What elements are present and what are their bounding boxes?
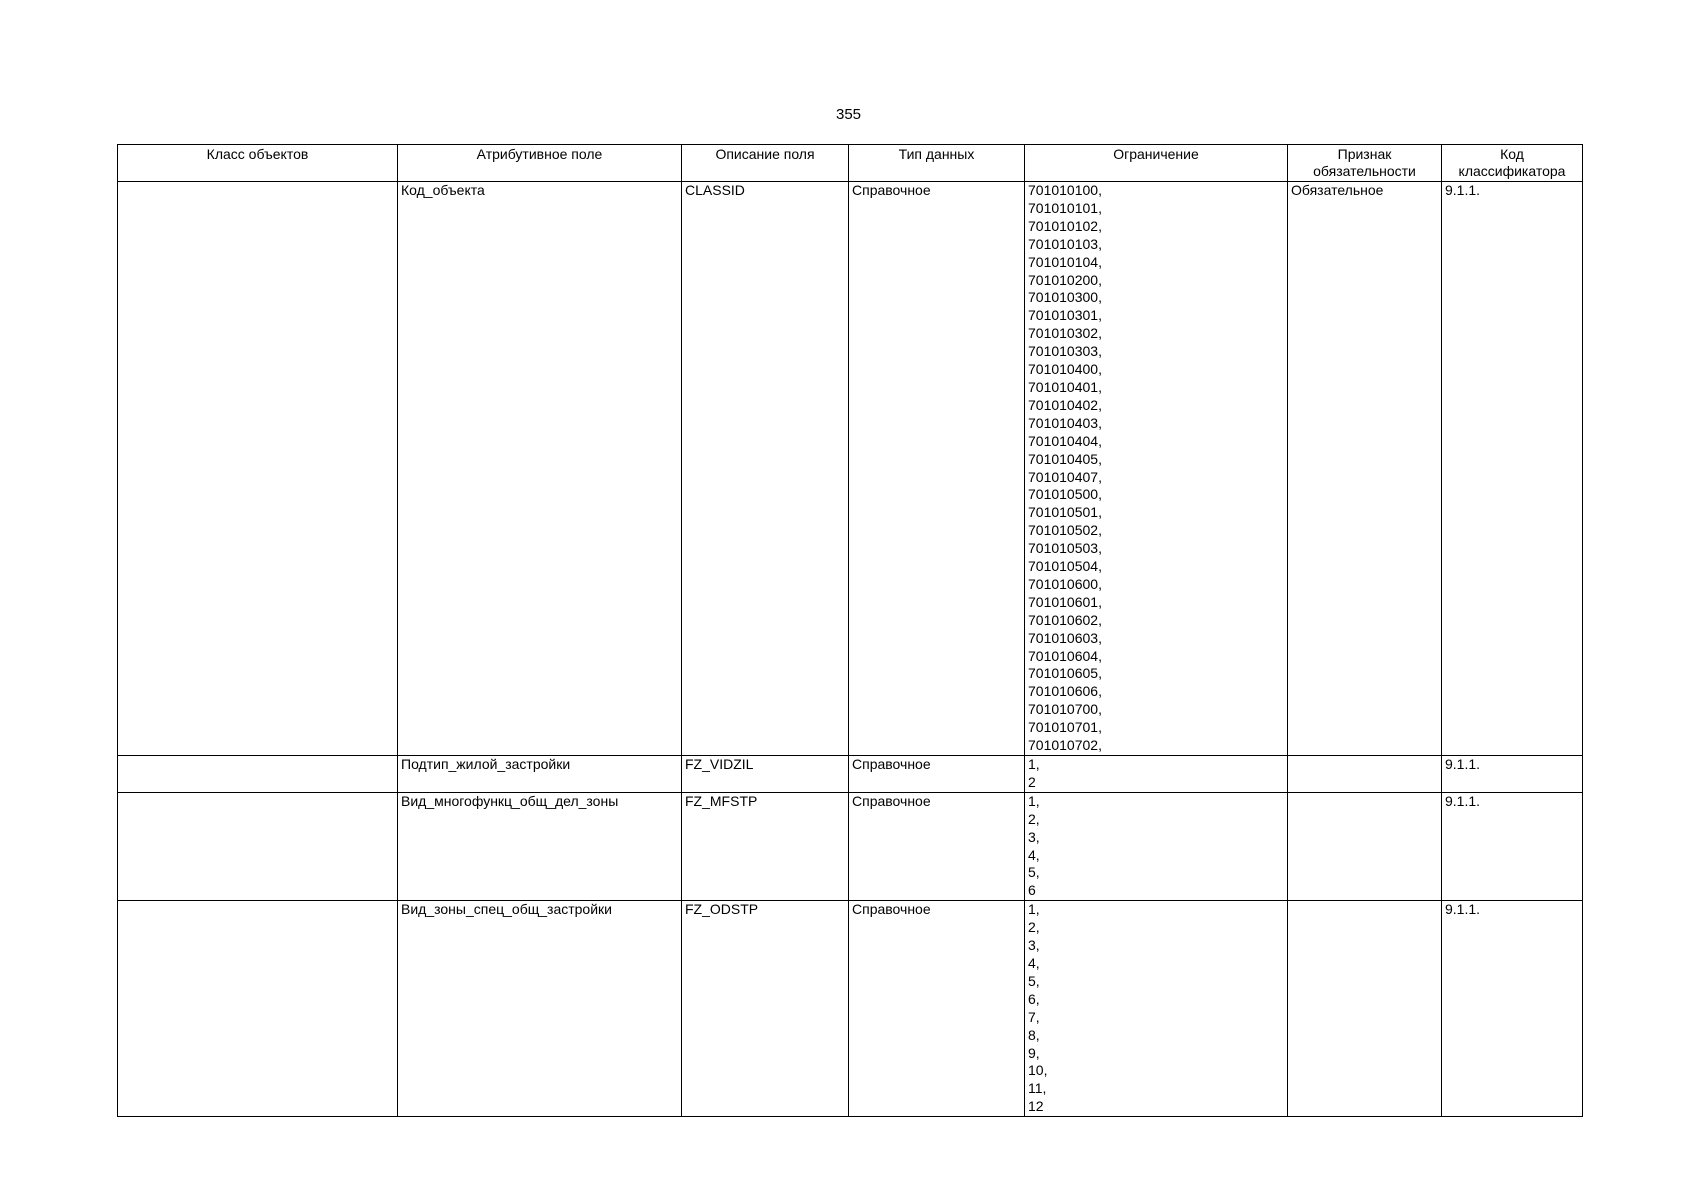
cell-description: FZ_MFSTP [682, 792, 849, 900]
header-required: Признак обязательности [1288, 145, 1442, 182]
cell-attribute: Вид_зоны_спец_общ_застройки [398, 901, 682, 1117]
constraint-value: 701010404, [1028, 432, 1102, 449]
table-row [118, 792, 1583, 900]
cell-type: Справочное [849, 756, 1025, 793]
cell-constraint [1025, 756, 1288, 793]
constraint-value: 701010103, [1028, 235, 1102, 252]
cell-required [1288, 756, 1442, 793]
cell-description: CLASSID [682, 182, 849, 756]
constraint-value: 8, [1028, 1026, 1040, 1043]
constraint-value: 701010502, [1028, 522, 1102, 539]
cell-required: Обязательное [1288, 182, 1442, 756]
constraint-value: 701010303, [1028, 343, 1102, 360]
cell-attribute: Подтип_жилой_застройки [398, 756, 682, 793]
constraint-value: 5, [1028, 972, 1040, 989]
constraint-value: 5, [1028, 864, 1040, 881]
constraint-value: 2, [1028, 919, 1040, 936]
cell-constraint [1025, 792, 1288, 900]
constraint-value: 701010301, [1028, 307, 1102, 324]
constraint-value: 7, [1028, 1008, 1040, 1025]
cell-type: Справочное [849, 792, 1025, 900]
cell-required [1288, 901, 1442, 1117]
table-body [118, 182, 1583, 1117]
constraint-value: 3, [1028, 828, 1040, 845]
constraint-value: 701010403, [1028, 414, 1102, 431]
constraint-value: 1, [1028, 901, 1040, 918]
constraint-value: 6, [1028, 990, 1040, 1007]
cell-description: FZ_VIDZIL [682, 756, 849, 793]
constraint-value: 701010605, [1028, 665, 1102, 682]
table-header-row [118, 145, 1583, 182]
constraint-value: 701010500, [1028, 486, 1102, 503]
cell-description: FZ_ODSTP [682, 901, 849, 1117]
cell-required [1288, 792, 1442, 900]
header-attribute: Атрибутивное поле [398, 145, 682, 182]
constraint-value: 4, [1028, 846, 1040, 863]
constraint-value: 701010606, [1028, 683, 1102, 700]
header-class: Класс объектов [118, 145, 398, 182]
cell-classifier: 9.1.1. [1442, 182, 1583, 756]
cell-classifier: 9.1.1. [1442, 901, 1583, 1117]
header-description: Описание поля [682, 145, 849, 182]
constraint-value: 701010400, [1028, 361, 1102, 378]
cell-constraint [1025, 182, 1288, 756]
cell-class [118, 901, 398, 1117]
constraint-value: 701010600, [1028, 575, 1102, 592]
constraint-value: 2 [1028, 773, 1036, 790]
constraint-value: 10, [1028, 1062, 1048, 1079]
constraint-value: 701010402, [1028, 396, 1102, 413]
constraint-value: 6 [1028, 882, 1036, 899]
constraint-value: 701010200, [1028, 271, 1102, 288]
constraint-value: 9, [1028, 1044, 1040, 1061]
constraint-value: 701010602, [1028, 611, 1102, 628]
constraint-value: 1, [1028, 792, 1040, 809]
constraint-value: 701010102, [1028, 217, 1102, 234]
cell-constraint [1025, 901, 1288, 1117]
attribute-table [117, 144, 1583, 1117]
cell-type: Справочное [849, 901, 1025, 1117]
constraint-value: 701010604, [1028, 647, 1102, 664]
constraint-value: 701010701, [1028, 719, 1102, 736]
constraint-value: 701010501, [1028, 504, 1102, 521]
constraint-value: 12 [1028, 1098, 1044, 1115]
constraint-value: 3, [1028, 937, 1040, 954]
constraint-value: 701010407, [1028, 468, 1102, 485]
cell-attribute: Код_объекта [398, 182, 682, 756]
table-row [118, 901, 1583, 1117]
constraint-value: 701010702, [1028, 737, 1102, 754]
constraint-value: 701010504, [1028, 558, 1102, 575]
constraint-value: 701010101, [1028, 199, 1102, 216]
constraint-value: 4, [1028, 954, 1040, 971]
cell-class [118, 792, 398, 900]
constraint-value: 1, [1028, 756, 1040, 772]
cell-class [118, 182, 398, 756]
header-constraint: Ограничение [1025, 145, 1288, 182]
cell-class [118, 756, 398, 793]
constraint-value: 701010300, [1028, 289, 1102, 306]
page-number: 355 [835, 106, 862, 123]
table-row [118, 182, 1583, 756]
table-row [118, 756, 1583, 793]
constraint-value: 701010405, [1028, 450, 1102, 467]
cell-classifier: 9.1.1. [1442, 756, 1583, 793]
constraint-value: 701010503, [1028, 540, 1102, 557]
cell-type: Справочное [849, 182, 1025, 756]
constraint-value: 2, [1028, 810, 1040, 827]
constraint-value: 701010603, [1028, 629, 1102, 646]
constraint-value: 701010100, [1028, 182, 1102, 198]
constraint-value: 701010104, [1028, 253, 1102, 270]
constraint-value: 701010401, [1028, 378, 1102, 395]
cell-classifier: 9.1.1. [1442, 792, 1583, 900]
constraint-value: 11, [1028, 1080, 1047, 1097]
constraint-value: 701010601, [1028, 593, 1102, 610]
cell-attribute: Вид_многофункц_общ_дел_зоны [398, 792, 682, 900]
constraint-value: 701010700, [1028, 701, 1102, 718]
header-type: Тип данных [849, 145, 1025, 182]
header-classifier: Код классификатора [1442, 145, 1583, 182]
constraint-value: 701010302, [1028, 325, 1102, 342]
